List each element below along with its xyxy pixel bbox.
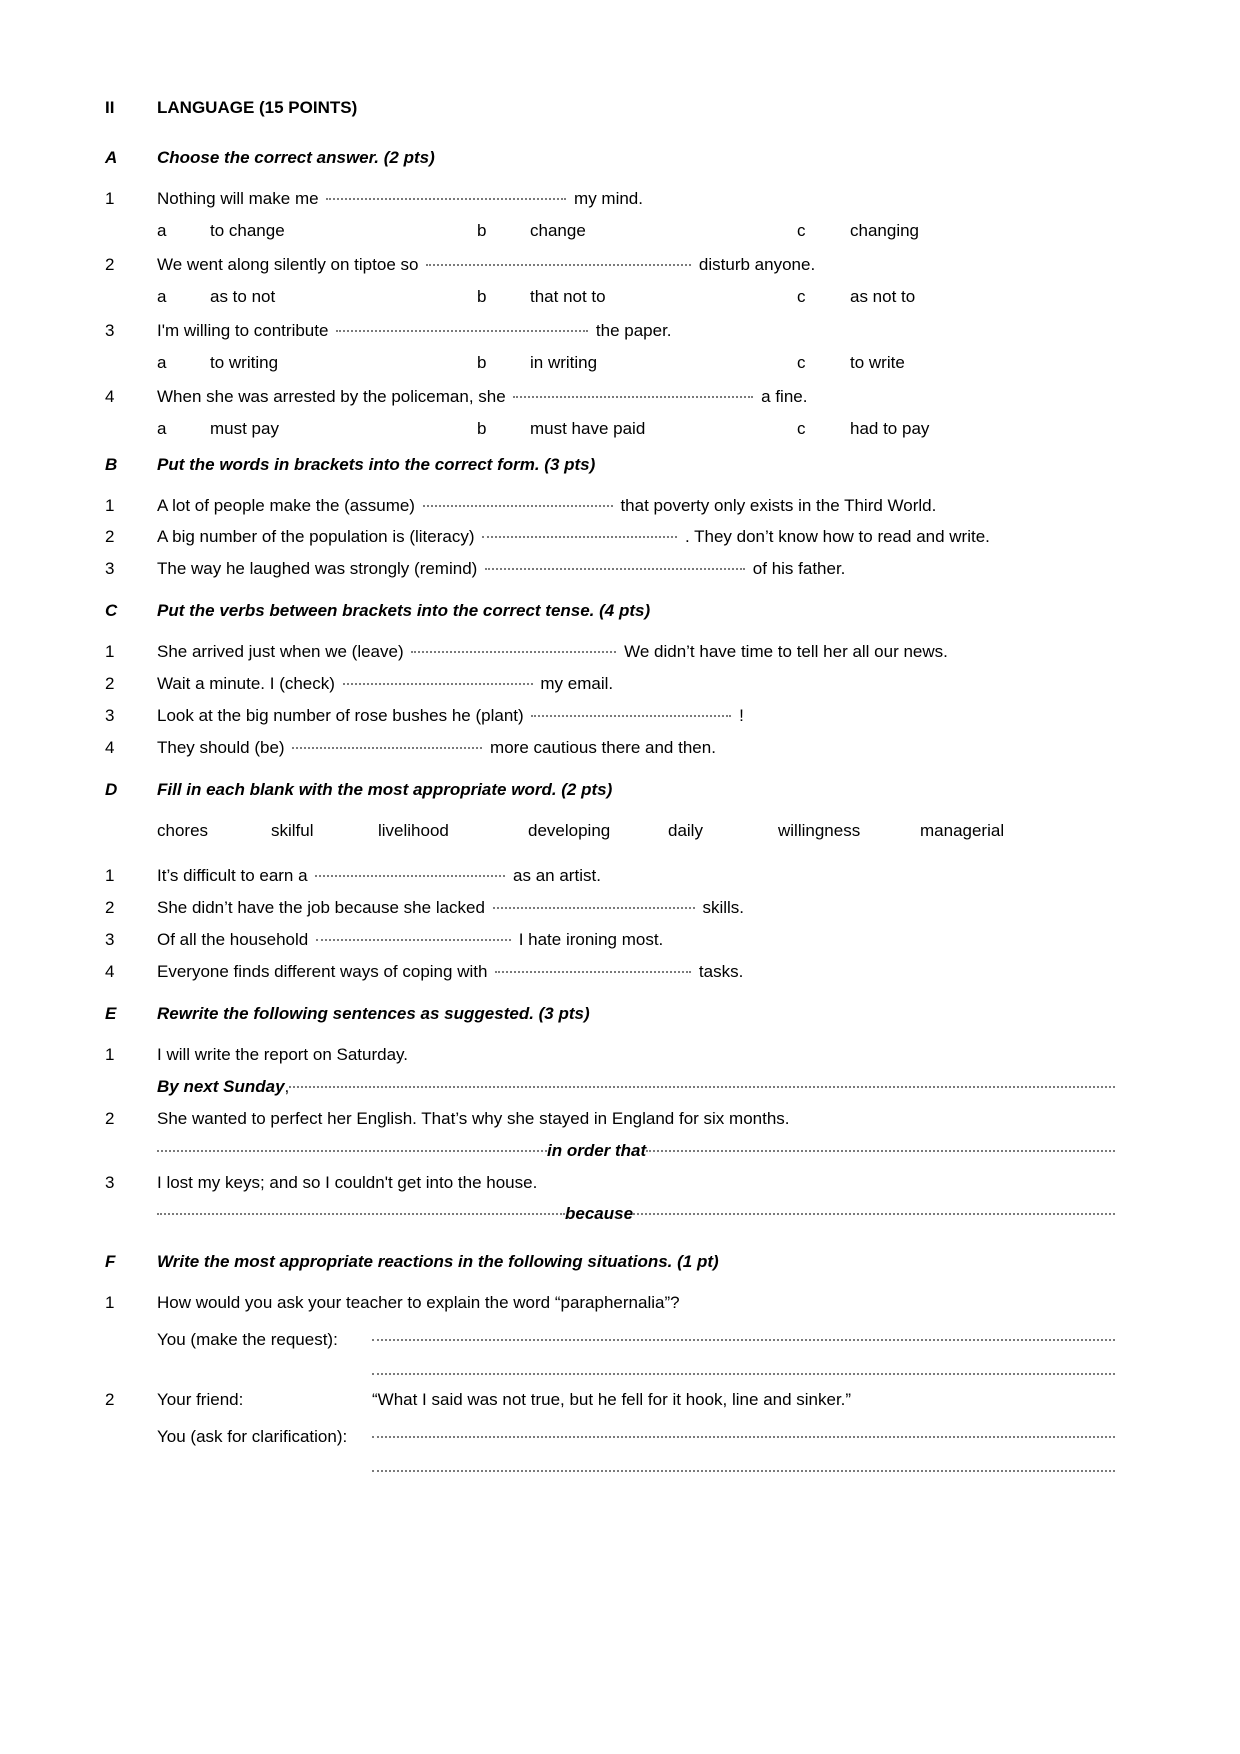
choice-label: must have paid [530,418,646,438]
answer-blank[interactable] [485,558,745,570]
worksheet-content [105,98,1115,1478]
choice-option[interactable] [477,220,797,243]
choices-row [157,286,1115,309]
answer-blank[interactable] [326,188,566,200]
question-text-before: Everyone finds different ways of coping with [157,961,488,981]
answer-blank[interactable] [426,254,691,266]
question-text-before: A lot of people make the (assume) [157,495,415,515]
question-body [157,737,1115,760]
question-number: 3 [105,320,115,340]
word-bank-word: willingness [778,821,861,841]
answer-field[interactable] [372,1430,1115,1442]
question-number: 3 [105,929,115,949]
speaker-label: Your friend: [157,1390,244,1410]
question-body [157,495,1115,518]
question-text-before: She arrived just when we (leave) [157,642,404,662]
choices-row [157,418,1115,441]
choice-key: c [797,220,806,240]
choice-label: as not to [850,286,916,306]
answer-rule[interactable] [289,1076,1115,1088]
question-body [157,641,1115,664]
answer-blank[interactable] [292,737,482,749]
question-text-after: the paper. [595,320,672,340]
part-a-instruction: Choose the correct answer. (2 pts) [157,148,435,167]
question-text-after: disturb anyone. [698,254,816,274]
choice-key: a [157,286,167,306]
choice-option[interactable] [797,418,1077,441]
answer-rule[interactable] [157,1140,547,1152]
question-text-before: It’s difficult to earn a [157,866,308,885]
question-text-before: Wait a minute. I (check) [157,674,335,694]
rewrite-sentence: I will write the report on Saturday. [157,1044,409,1064]
answer-rule[interactable] [372,1361,1115,1375]
question-row [105,495,1115,518]
part-f-heading [105,1252,1115,1272]
question-text-before: The way he laughed was strongly (remind) [157,559,478,579]
answer-rule[interactable] [633,1203,1115,1215]
question-text-after: of his father. [752,559,846,579]
question-row [105,705,1115,728]
question-number: 4 [105,738,115,758]
question-text-before: Look at the big number of rose bushes he (plant) [157,706,524,726]
question-text-after: I hate ironing most. [518,929,664,949]
question-row [105,1044,1115,1067]
question-number: 1 [105,642,115,662]
question-body [157,897,1115,920]
question-text-after: skills. [702,897,744,917]
question-row [105,188,1115,211]
question-body [157,526,1115,549]
section-numeral: II [105,98,115,117]
situation-row [105,1292,1115,1315]
part-b-heading [105,455,1115,475]
choice-label: to write [850,352,905,372]
choice-key: a [157,220,167,240]
choice-label: changing [850,220,920,240]
choice-key: b [477,220,487,240]
question-body [157,254,1115,277]
part-c-letter: C [105,601,118,621]
question-number: 1 [105,189,115,208]
rewrite-cue: By next Sunday [157,1076,285,1096]
question-number: 4 [105,386,115,406]
word-bank-word: daily [668,821,703,841]
answer-blank[interactable] [411,641,616,653]
answer-label: You (ask for clarification): [157,1427,348,1447]
question-body [157,386,1115,409]
answer-rule[interactable] [372,1426,1115,1438]
question-number: 3 [105,559,115,579]
question-text-before: They should (be) [157,738,285,758]
choice-option[interactable] [157,286,477,309]
question-text-before: A big number of the population is (literacy) [157,527,475,547]
answer-blank[interactable] [493,897,695,909]
choice-option[interactable] [477,286,797,309]
answer-rule[interactable] [157,1203,565,1215]
question-row [105,558,1115,581]
question-text-after: as an artist. [513,866,601,885]
answer-blank[interactable] [531,705,731,717]
question-text-after: my email. [540,674,614,694]
question-row [105,320,1115,343]
question-number: 2 [105,254,115,274]
question-text-before: Nothing will make me [157,189,319,208]
question-number: 1 [105,495,115,515]
choice-label: that not to [530,286,606,306]
question-text-before: She didn’t have the job because she lacked [157,897,485,917]
question-number: 3 [105,706,115,726]
rewrite-cue: because [565,1204,634,1224]
choice-label: as to not [210,286,276,306]
question-number: 1 [105,1044,115,1064]
choice-key: a [157,418,167,438]
question-row [105,386,1115,409]
question-row [105,897,1115,920]
question-text-after: more cautious there and then. [490,738,716,758]
question-body [157,705,1115,728]
question-text-before: Of all the household [157,929,309,949]
question-number: 2 [105,674,115,694]
situation-row [105,1389,1115,1412]
part-c-heading [105,601,1115,621]
word-bank-word: chores [157,821,209,841]
question-text-before: When she was arrested by the policeman, she [157,386,506,406]
question-text-after: . They don’t know how to read and write. [684,527,990,547]
situation-answer-row [105,1329,1115,1352]
question-number: 2 [105,1390,115,1410]
question-body [157,929,1115,952]
situation-answer-row [105,1426,1115,1449]
rewrite-sentence: She wanted to perfect her English. That’s why she stayed in England for six months. [157,1108,790,1128]
answer-blank[interactable] [316,929,511,941]
question-number: 1 [105,866,115,885]
question-text-before: I'm willing to contribute [157,320,329,340]
question-text-after: my mind. [574,189,643,208]
part-e-instruction: Rewrite the following sentences as suggested. (3 pts) [157,1003,590,1023]
choice-key: c [797,352,806,372]
question-number: 3 [105,1172,115,1192]
choice-option[interactable] [157,352,477,375]
choice-option[interactable] [797,352,1077,375]
question-row [105,641,1115,664]
answer-blank[interactable] [343,673,533,685]
choices-row [157,352,1115,375]
choice-key: b [477,352,487,372]
question-row [105,1172,1115,1195]
answer-rule[interactable] [372,1329,1115,1341]
question-text-after: We didn’t have time to tell her all our news. [624,642,948,662]
question-body [157,865,1115,888]
choice-label: to writing [210,352,279,372]
choice-option[interactable] [477,352,797,375]
word-bank-word: skilful [271,821,314,841]
rewrite-sentence: I lost my keys; and so I couldn't get into the house. [157,1172,538,1192]
question-body [157,320,1115,343]
word-bank-word: managerial [920,821,1005,841]
section-title: LANGUAGE (15 POINTS) [157,98,358,117]
question-number: 2 [105,1108,115,1128]
rewrite-cue-suffix: , [284,1076,290,1096]
question-row [105,1108,1115,1131]
question-row [105,929,1115,952]
choice-key: b [477,286,487,306]
question-row [105,961,1115,984]
word-bank [157,820,1115,843]
choice-option[interactable] [797,220,1077,243]
part-f-instruction: Write the most appropriate reactions in the following situations. (1 pt) [157,1252,719,1272]
part-b-letter: B [105,454,118,474]
choice-label: to change [210,220,285,240]
rewrite-answer-line[interactable] [157,1140,1115,1163]
choice-key: b [477,418,487,438]
rewrite-cue: in order that [547,1140,647,1160]
answer-blank[interactable] [495,961,691,973]
answer-rule[interactable] [646,1140,1115,1152]
question-body [157,188,1115,211]
answer-blank[interactable] [315,865,505,877]
part-d-letter: D [105,780,118,800]
question-text-after: ! [739,706,744,726]
question-body [157,673,1115,696]
choice-label: must pay [210,418,279,438]
answer-rule[interactable] [372,1458,1115,1472]
word-bank-word: livelihood [378,821,449,841]
choices-row [157,220,1115,243]
part-b-instruction: Put the words in brackets into the correct form. (3 pts) [157,454,596,474]
situation-prompt: How would you ask your teacher to explain the word “paraphernalia”? [157,1293,680,1313]
choice-label: had to pay [850,418,930,438]
question-number: 4 [105,961,115,981]
choice-label: change [530,220,586,240]
choice-label: in writing [530,352,598,372]
question-number: 1 [105,1293,115,1313]
word-bank-word: developing [528,821,611,841]
part-f-letter: F [105,1252,116,1272]
section-heading [105,98,1115,118]
choice-option[interactable] [157,220,477,243]
part-d-heading [105,780,1115,800]
rewrite-answer-line[interactable] [157,1203,1115,1226]
question-number: 2 [105,527,115,547]
choice-option[interactable] [157,418,477,441]
answer-label: You (make the request): [157,1330,338,1350]
choice-key: c [797,286,806,306]
choice-option[interactable] [797,286,1077,309]
question-text-after: a fine. [761,386,808,406]
question-body [157,558,1115,581]
question-row [105,526,1115,549]
question-text-before: We went along silently on tiptoe so [157,254,419,274]
speech-text: “What I said was not true, but he fell for it hook, line and sinker.” [372,1390,852,1410]
question-text-after: that poverty only exists in the Third World. [620,495,937,515]
part-a-heading [105,148,1115,168]
question-text-after: tasks. [698,961,744,981]
answer-blank[interactable] [482,526,677,538]
question-number: 2 [105,897,115,917]
part-a-letter: A [105,148,118,167]
question-row [105,673,1115,696]
part-c-instruction: Put the verbs between brackets into the correct tense. (4 pts) [157,601,651,621]
answer-blank[interactable] [423,495,613,507]
answer-blank[interactable] [336,320,588,332]
choice-option[interactable] [477,418,797,441]
question-body [157,961,1115,984]
question-row [105,865,1115,888]
rewrite-answer-line[interactable] [157,1076,1115,1099]
part-e-heading [105,1004,1115,1024]
part-d-instruction: Fill in each blank with the most appropriate word. (2 pts) [157,780,613,800]
choice-key: a [157,352,167,372]
part-e-letter: E [105,1003,117,1023]
choice-key: c [797,418,806,438]
question-row [105,737,1115,760]
question-row [105,254,1115,277]
answer-blank[interactable] [513,386,753,398]
answer-field[interactable] [372,1333,1115,1345]
